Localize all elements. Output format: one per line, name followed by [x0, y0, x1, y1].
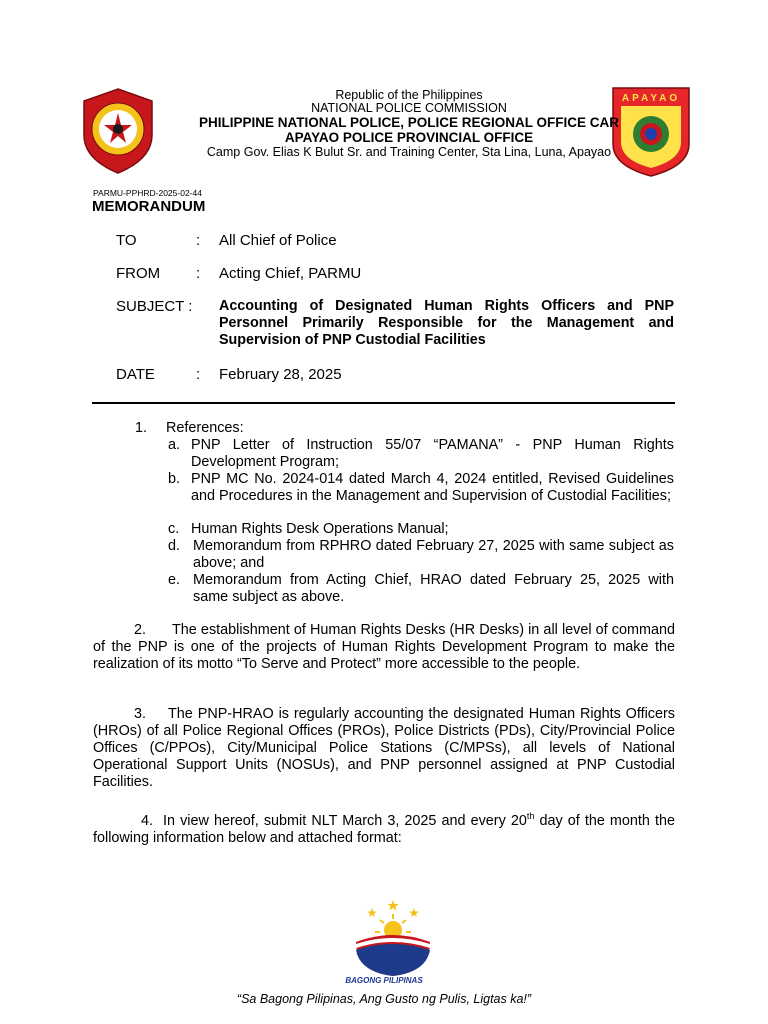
- subject-label: SUBJECT :: [116, 298, 193, 315]
- paragraph-4: [93, 808, 675, 847]
- header-republic: Republic of the Philippines: [335, 88, 483, 102]
- paragraph-text: The establishment of Human Rights Desks (HR Desks) in all level of command of the PNP is one of the projects of Human Rights Development Program to make the realization of its motto “To Serve and Protect” more accessible to the people.: [93, 622, 675, 672]
- footer-motto: “Sa Bagong Pilipinas, Ang Gusto ng Pulis, Ligtas ka!”: [236, 992, 532, 1006]
- paragraph-text-cont: day of the month the following information below and attached format:: [93, 812, 675, 846]
- from-label: FROM: [116, 265, 161, 282]
- svg-text:APAYAO: APAYAO: [621, 93, 681, 104]
- to-colon: :: [196, 232, 201, 249]
- header-address: Camp Gov. Elias K Bulut Sr. and Training Center, Sta Lina, Luna, Apayao: [206, 145, 612, 159]
- superscript-th: th: [526, 811, 535, 821]
- reference-text: PNP Letter of Instruction 55/07 “PAMANA” - PNP Human Rights Development Program;: [191, 437, 674, 470]
- reference-letter: d.: [168, 538, 181, 554]
- paragraph-2: [93, 622, 675, 673]
- reference-letter: a.: [168, 437, 181, 453]
- reference-text: Memorandum from Acting Chief, HRAO dated February 25, 2025 with same subject as above.: [193, 572, 674, 605]
- reference-letter: b.: [168, 471, 181, 487]
- header-pnp-pro: PHILIPPINE NATIONAL POLICE, POLICE REGIONAL OFFICE CAR: [198, 115, 620, 130]
- reference-text: Memorandum from RPHRO dated February 27, 2025 with same subject as above; and: [193, 538, 674, 571]
- header-napolcom: NATIONAL POLICE COMMISSION: [311, 101, 507, 115]
- paragraph-text: In view hereof, submit NLT March 3, 2025 and every 20: [163, 812, 527, 829]
- date-colon: :: [196, 366, 201, 383]
- references-number: 1.: [135, 420, 148, 436]
- paragraph-3: [93, 706, 675, 791]
- reference-text: PNP MC No. 2024-014 dated March 4, 2024 entitled, Revised Guidelines and Procedures in the Management and Supervision of Custodial Facilities;: [191, 471, 674, 504]
- header-ppo: APAYAO POLICE PROVINCIAL OFFICE: [284, 130, 534, 145]
- memo-title: MEMORANDUM: [92, 198, 206, 215]
- date-value: February 28, 2025: [219, 366, 342, 383]
- paragraph-number: 2.: [134, 622, 147, 638]
- to-label: TO: [116, 232, 137, 249]
- control-number: PARMU-PPHRD-2025-02-44: [93, 188, 202, 198]
- paragraph-text: The PNP-HRAO is regularly accounting the designated Human Rights Officers (HROs) of all Police Regional Offices (PROs), Police Districts (PDs), City/Provincial Police Offices (C/PPOs), City/Municipal Police Stations (C/MPSs), all levels of National Operational Support Units (NOSUs), and PNP personnel assigned at PNP Custodial Facilities.: [93, 706, 675, 790]
- reference-letter: e.: [168, 572, 181, 588]
- references-heading: References:: [166, 420, 244, 436]
- to-value: All Chief of Police: [219, 232, 337, 249]
- bagong-pilipinas-logo-icon: [350, 898, 436, 978]
- header-divider: [92, 402, 675, 404]
- date-label: DATE: [116, 366, 155, 383]
- pnp-seal-icon: [80, 87, 156, 175]
- reference-text: Human Rights Desk Operations Manual;: [191, 521, 449, 537]
- from-value: Acting Chief, PARMU: [219, 265, 362, 282]
- reference-letter: c.: [168, 521, 180, 537]
- paragraph-number: 3.: [134, 706, 147, 722]
- paragraph-number: 4.: [141, 812, 154, 829]
- bagong-pilipinas-text: BAGONG PILIPINAS: [345, 976, 423, 985]
- subject-value: Accounting of Designated Human Rights Officers and PNP Personnel Primarily Responsible for the Management and Supervision of PNP Custodial Facilities: [219, 298, 674, 348]
- from-colon: :: [196, 265, 201, 282]
